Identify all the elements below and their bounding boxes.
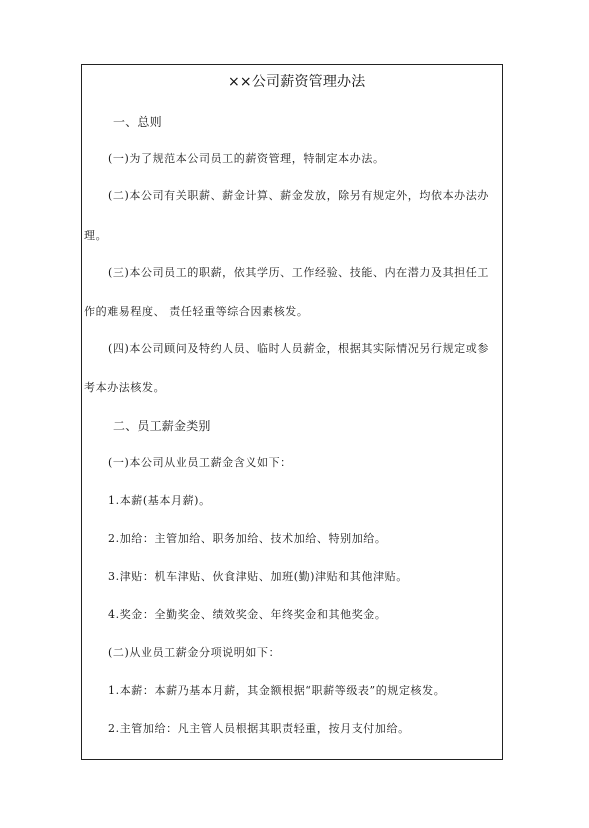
paragraph-line: 考本办法核发。 [84,381,166,394]
paragraph-line: (三)本公司员工的职薪，依其学历、工作经验、技能、内在潜力及其担任工 [108,266,489,279]
list-item: 3.津贴：机车津贴、伙食津贴、加班(勤)津贴和其他津贴。 [108,570,408,583]
paragraph-line: (二)从业员工薪金分项说明如下： [108,646,281,659]
section-heading-salary-types: 二、员工薪金类别 [113,419,211,433]
paragraph-line: 理。 [84,229,108,242]
section-heading-general: 一、总则 [113,115,162,129]
list-item: 2.加给：主管加给、职务加给、技术加给、特别加给。 [108,532,387,545]
list-item: 4.奖金：全勤奖金、绩效奖金、年终奖金和其他奖金。 [108,608,387,621]
list-item: 1.本薪：本薪乃基本月薪，其金额根据“职薪等级表”的规定核发。 [108,684,446,697]
document-title: ××公司薪资管理办法 [228,74,366,90]
list-item: 1.本薪(基本月薪)。 [108,494,211,507]
paragraph-line: (二)本公司有关职薪、薪金计算、薪金发放，除另有规定外，均依本办法办 [108,189,489,202]
paragraph-line: (四)本公司顾问及特约人员、临时人员薪金，根据其实际情况另行规定或参 [108,342,489,355]
paragraph-line: 作的难易程度、 责任轻重等综合因素核发。 [84,305,309,318]
list-item: 2.主管加给：凡主管人员根据其职责轻重，按月支付加给。 [108,722,410,735]
paragraph-line: (一)为了规范本公司员工的薪资管理，特制定本办法。 [108,152,385,165]
paragraph-line: (一)本公司从业员工薪金含义如下： [108,456,292,469]
